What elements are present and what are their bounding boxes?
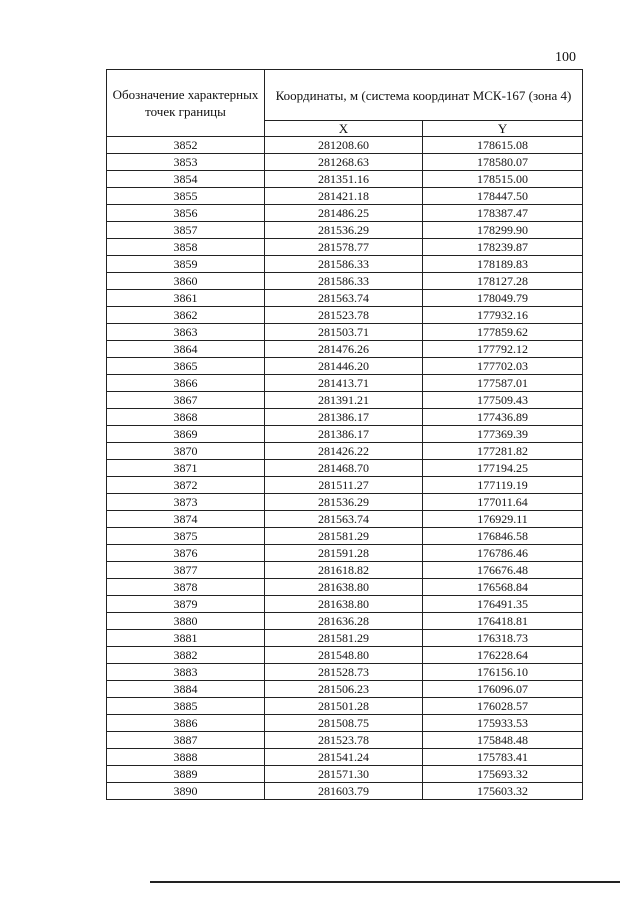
table-row (107, 290, 583, 307)
cell-point: 3890 (107, 783, 265, 800)
cell-point: 3867 (107, 392, 265, 409)
cell-x: 281391.21 (265, 392, 423, 409)
cell-x: 281421.18 (265, 188, 423, 205)
cell-x: 281586.33 (265, 273, 423, 290)
cell-point: 3878 (107, 579, 265, 596)
header-coordinates: Координаты, м (система координат МСК-167 (зона 4) (265, 70, 583, 121)
cell-y: 177436.89 (423, 409, 583, 426)
cell-y: 177369.39 (423, 426, 583, 443)
cell-y: 177587.01 (423, 375, 583, 392)
page-number: 100 (555, 50, 576, 65)
cell-x: 281586.33 (265, 256, 423, 273)
table-row (107, 188, 583, 205)
cell-point: 3861 (107, 290, 265, 307)
cell-x: 281446.20 (265, 358, 423, 375)
cell-point: 3868 (107, 409, 265, 426)
cell-point: 3858 (107, 239, 265, 256)
cell-x: 281426.22 (265, 443, 423, 460)
cell-point: 3887 (107, 732, 265, 749)
cell-y: 177792.12 (423, 341, 583, 358)
table-row (107, 766, 583, 783)
table-row (107, 511, 583, 528)
cell-x: 281581.29 (265, 528, 423, 545)
table-row (107, 545, 583, 562)
cell-point: 3862 (107, 307, 265, 324)
cell-y: 177119.19 (423, 477, 583, 494)
cell-y: 176318.73 (423, 630, 583, 647)
cell-point: 3865 (107, 358, 265, 375)
cell-x: 281603.79 (265, 783, 423, 800)
cell-x: 281501.28 (265, 698, 423, 715)
cell-y: 177281.82 (423, 443, 583, 460)
cell-y: 177702.03 (423, 358, 583, 375)
cell-x: 281541.24 (265, 749, 423, 766)
cell-y: 177509.43 (423, 392, 583, 409)
table-row (107, 426, 583, 443)
cell-point: 3874 (107, 511, 265, 528)
cell-y: 177859.62 (423, 324, 583, 341)
cell-point: 3872 (107, 477, 265, 494)
cell-x: 281208.60 (265, 137, 423, 154)
table-row (107, 732, 583, 749)
cell-y: 178299.90 (423, 222, 583, 239)
table-row (107, 749, 583, 766)
cell-y: 176228.64 (423, 647, 583, 664)
table-row (107, 698, 583, 715)
cell-point: 3886 (107, 715, 265, 732)
footer-divider (150, 881, 620, 883)
cell-point: 3871 (107, 460, 265, 477)
table-row (107, 154, 583, 171)
cell-y: 176491.35 (423, 596, 583, 613)
cell-x: 281523.78 (265, 732, 423, 749)
cell-y: 176096.07 (423, 681, 583, 698)
coordinates-table (106, 69, 583, 800)
cell-x: 281536.29 (265, 222, 423, 239)
table-row (107, 647, 583, 664)
cell-x: 281578.77 (265, 239, 423, 256)
cell-point: 3864 (107, 341, 265, 358)
table-row (107, 409, 583, 426)
cell-x: 281413.71 (265, 375, 423, 392)
cell-y: 175933.53 (423, 715, 583, 732)
cell-x: 281386.17 (265, 426, 423, 443)
cell-x: 281486.25 (265, 205, 423, 222)
cell-x: 281386.17 (265, 409, 423, 426)
table-row (107, 630, 583, 647)
cell-point: 3857 (107, 222, 265, 239)
cell-point: 3888 (107, 749, 265, 766)
cell-point: 3859 (107, 256, 265, 273)
cell-point: 3856 (107, 205, 265, 222)
table-row (107, 256, 583, 273)
cell-point: 3853 (107, 154, 265, 171)
cell-point: 3885 (107, 698, 265, 715)
cell-x: 281638.80 (265, 579, 423, 596)
cell-point: 3870 (107, 443, 265, 460)
table-row (107, 239, 583, 256)
cell-y: 178127.28 (423, 273, 583, 290)
cell-point: 3873 (107, 494, 265, 511)
table-row (107, 392, 583, 409)
cell-y: 176418.81 (423, 613, 583, 630)
table-row (107, 528, 583, 545)
cell-y: 178049.79 (423, 290, 583, 307)
cell-y: 176786.46 (423, 545, 583, 562)
cell-x: 281528.73 (265, 664, 423, 681)
cell-y: 177932.16 (423, 307, 583, 324)
table-row (107, 324, 583, 341)
cell-x: 281618.82 (265, 562, 423, 579)
cell-y: 176676.48 (423, 562, 583, 579)
cell-point: 3879 (107, 596, 265, 613)
cell-y: 177194.25 (423, 460, 583, 477)
cell-y: 175693.32 (423, 766, 583, 783)
cell-point: 3882 (107, 647, 265, 664)
cell-y: 178515.00 (423, 171, 583, 188)
cell-y: 175848.48 (423, 732, 583, 749)
cell-x: 281511.27 (265, 477, 423, 494)
table-body (107, 137, 583, 800)
cell-x: 281476.26 (265, 341, 423, 358)
cell-y: 175603.32 (423, 783, 583, 800)
table-row (107, 477, 583, 494)
cell-point: 3855 (107, 188, 265, 205)
table-row (107, 375, 583, 392)
cell-x: 281571.30 (265, 766, 423, 783)
header-y: Y (423, 121, 583, 137)
table-row (107, 579, 583, 596)
table-row (107, 307, 583, 324)
cell-x: 281591.28 (265, 545, 423, 562)
table-row (107, 273, 583, 290)
cell-x: 281523.78 (265, 307, 423, 324)
table-row (107, 341, 583, 358)
cell-point: 3852 (107, 137, 265, 154)
cell-point: 3854 (107, 171, 265, 188)
header-point-designation: Обозначение характерных точек границы (107, 70, 265, 137)
cell-x: 281636.28 (265, 613, 423, 630)
table-row (107, 222, 583, 239)
cell-x: 281581.29 (265, 630, 423, 647)
cell-x: 281506.23 (265, 681, 423, 698)
cell-y: 176568.84 (423, 579, 583, 596)
table-row (107, 358, 583, 375)
cell-x: 281508.75 (265, 715, 423, 732)
cell-y: 177011.64 (423, 494, 583, 511)
cell-y: 176028.57 (423, 698, 583, 715)
cell-point: 3863 (107, 324, 265, 341)
table-row (107, 494, 583, 511)
table-row (107, 715, 583, 732)
cell-y: 176929.11 (423, 511, 583, 528)
cell-point: 3877 (107, 562, 265, 579)
table-row (107, 596, 583, 613)
cell-x: 281268.63 (265, 154, 423, 171)
cell-point: 3869 (107, 426, 265, 443)
table-row (107, 443, 583, 460)
table-row (107, 613, 583, 630)
table-row (107, 681, 583, 698)
cell-x: 281563.74 (265, 290, 423, 307)
cell-point: 3860 (107, 273, 265, 290)
table-row (107, 460, 583, 477)
cell-y: 178447.50 (423, 188, 583, 205)
cell-point: 3880 (107, 613, 265, 630)
table-row (107, 562, 583, 579)
cell-y: 176156.10 (423, 664, 583, 681)
cell-point: 3883 (107, 664, 265, 681)
cell-point: 3884 (107, 681, 265, 698)
cell-y: 175783.41 (423, 749, 583, 766)
cell-x: 281563.74 (265, 511, 423, 528)
header-x: X (265, 121, 423, 137)
cell-x: 281548.80 (265, 647, 423, 664)
cell-y: 178189.83 (423, 256, 583, 273)
table-row (107, 137, 583, 154)
cell-point: 3876 (107, 545, 265, 562)
cell-point: 3866 (107, 375, 265, 392)
cell-y: 178239.87 (423, 239, 583, 256)
cell-x: 281536.29 (265, 494, 423, 511)
table-row (107, 171, 583, 188)
cell-x: 281638.80 (265, 596, 423, 613)
cell-y: 178387.47 (423, 205, 583, 222)
cell-x: 281503.71 (265, 324, 423, 341)
cell-x: 281351.16 (265, 171, 423, 188)
cell-point: 3875 (107, 528, 265, 545)
cell-y: 178580.07 (423, 154, 583, 171)
table-header (107, 70, 583, 137)
table-row (107, 205, 583, 222)
table-row (107, 664, 583, 681)
cell-x: 281468.70 (265, 460, 423, 477)
table-row (107, 783, 583, 800)
cell-point: 3889 (107, 766, 265, 783)
cell-y: 176846.58 (423, 528, 583, 545)
cell-y: 178615.08 (423, 137, 583, 154)
cell-point: 3881 (107, 630, 265, 647)
